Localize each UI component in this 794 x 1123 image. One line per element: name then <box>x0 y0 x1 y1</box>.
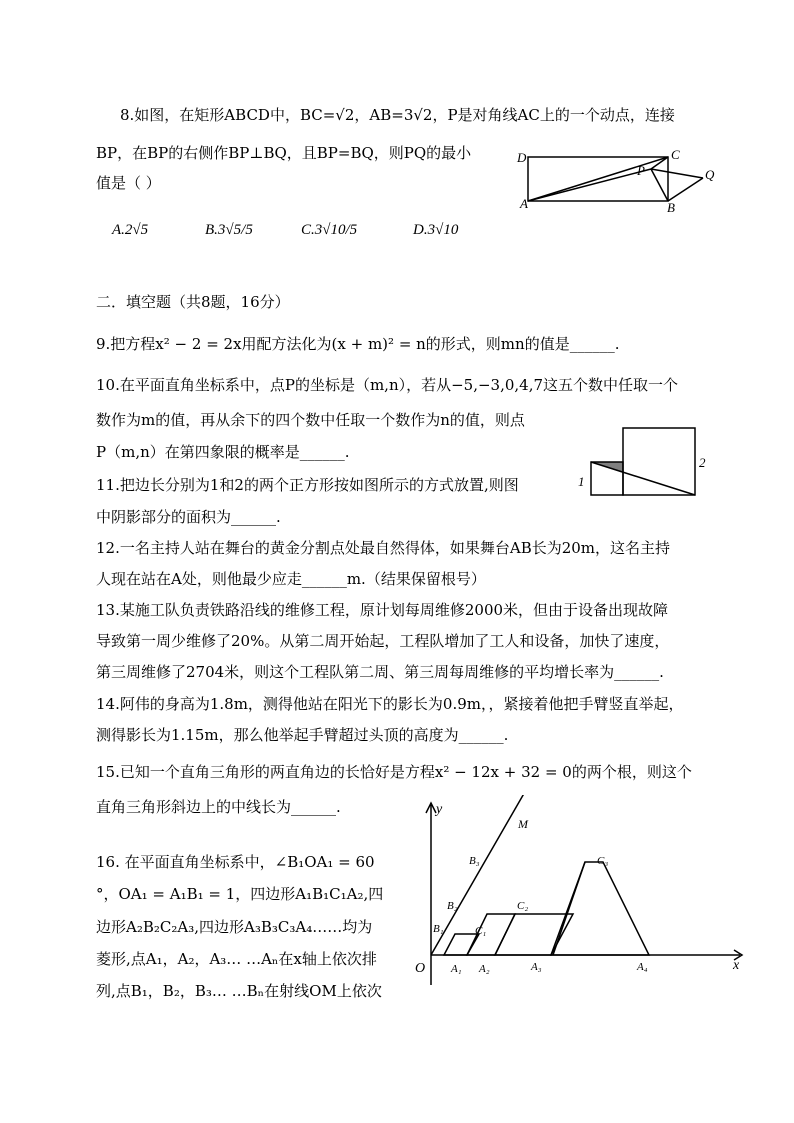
q8-option-b <box>205 222 253 239</box>
rhombus-1 <box>444 934 479 955</box>
q13-line1: 13.某施工队负责铁路沿线的维修工程，原计划每周维修2000米，但由于设备出现故障 <box>96 601 669 619</box>
q15-line2: 直角三角形斜边上的中线长为______. <box>96 798 341 816</box>
q11-squares-figure <box>575 420 715 500</box>
label-side-2: 2 <box>699 455 706 470</box>
segment-pc <box>651 157 668 169</box>
guide-b3-a3 <box>553 862 585 955</box>
segment-pb <box>651 169 668 201</box>
diagonal-line <box>591 462 695 495</box>
label-p: P <box>637 163 645 178</box>
segment-pq <box>651 169 703 178</box>
label-b1: B₁ <box>433 923 444 935</box>
segment-ap <box>528 169 651 201</box>
option-c-text: C.3√10/5 <box>301 222 358 238</box>
label-c: C <box>671 147 680 162</box>
q11-line1: 11.把边长分别为1和2的两个正方形按如图所示的方式放置,则图 <box>96 476 519 494</box>
q16-line5: 列,点B₁，B₂，B₃… …Bₙ在射线OM上依次 <box>96 982 382 1000</box>
label-m: M <box>518 817 528 831</box>
label-b: B <box>667 200 675 215</box>
segment-bq <box>668 178 703 201</box>
label-b2: B₂ <box>447 900 458 912</box>
option-a-text: A.2√5 <box>112 222 149 238</box>
label-a1: A₁ <box>451 963 462 975</box>
label-a3: A₃ <box>531 961 542 973</box>
q9-text: 9.把方程x² − 2 = 2x用配方法化为(x + m)² = n的形式，则mn的值是______. <box>96 335 620 353</box>
label-c3: C₃ <box>597 855 609 867</box>
q10-line2: 数作为m的值，再从余下的四个数中任取一个数作为n的值，则点 <box>96 411 525 429</box>
q16-line4: 菱形,点A₁，A₂，A₃… …Aₙ在x轴上依次排 <box>96 950 377 968</box>
q13-line2: 导致第一周少维修了20%。从第二周开始起，工程队增加了工人和设备，加快了速度， <box>96 632 670 650</box>
q8-rectangle-figure <box>515 145 720 215</box>
q8-line2: BP，在BP的右侧作BP⊥BQ，且BP=BQ，则PQ的最小 <box>96 144 472 162</box>
q16-line1: 16. 在平面直角坐标系中，∠B₁OA₁ = 60 <box>96 853 375 871</box>
q11-line2: 中阴影部分的面积为______. <box>96 508 281 526</box>
q13-line3: 第三周维修了2704米，则这个工程队第二周、第三周每周维修的平均增长率为______. <box>96 663 664 681</box>
option-d-text: D.3√10 <box>413 222 459 238</box>
q14-line1: 14.阿伟的身高为1.8m，测得他站在阳光下的影长为0.9m，，紧接着他把手臂竖直举起， <box>96 695 684 713</box>
q12-line1: 12.一名主持人站在舞台的黄金分割点处最自然得体，如果舞台AB长为20m，这名主持 <box>96 539 671 557</box>
rhombus-3 <box>495 914 573 955</box>
q8-option-d <box>413 222 458 239</box>
label-x: x <box>733 958 740 973</box>
q10-line1: 10.在平面直角坐标系中，点P的坐标是（m,n），若从−5,−3,0,4,7这五个数中任取一个 <box>96 376 679 394</box>
q16-line3: 边形A₂B₂C₂A₃,四边形A₃B₃C₃A₄……均为 <box>96 918 373 936</box>
q8-line3: 值是（ ） <box>96 174 161 192</box>
rhombus-4 <box>551 862 649 955</box>
q8-option-c <box>301 222 357 239</box>
label-a4: A₄ <box>637 961 648 973</box>
q16-line2: °，OA₁ = A₁B₁ = 1，四边形A₁B₁C₁A₂,四 <box>96 885 384 903</box>
label-c2: C₂ <box>517 900 529 912</box>
q8-option-a <box>112 222 148 239</box>
q16-rhombus-figure <box>405 795 750 990</box>
label-a: A <box>520 196 528 211</box>
diagonal-ac <box>528 157 668 201</box>
large-square <box>623 428 695 495</box>
q12-line2: 人现在站在A处，则他最少应走______m.（结果保留根号） <box>96 570 486 588</box>
label-b3: B₃ <box>469 855 480 867</box>
label-side-1: 1 <box>578 474 585 489</box>
q10-line3: P（m,n）在第四象限的概率是______. <box>96 443 350 461</box>
section-title: 二．填空题（共8题，16分） <box>96 293 290 311</box>
label-c1: C₁ <box>475 925 487 937</box>
option-b-text: B.3√5/5 <box>205 222 253 238</box>
label-o: O <box>415 961 426 976</box>
label-d: D <box>517 150 527 165</box>
q15-line1: 15.已知一个直角三角形的两直角边的长恰好是方程x² − 12x + 32 = 0的两个根，则这个 <box>96 763 692 781</box>
q14-line2: 测得影长为1.15m，那么他举起手臂超过头顶的高度为______. <box>96 726 509 744</box>
label-a2: A₂ <box>479 963 490 975</box>
q8-line1: 8.如图，在矩形ABCD中，BC=√2，AB=3√2，P是对角线AC上的一个动点，连接 <box>120 106 675 124</box>
label-y: y <box>436 802 443 817</box>
label-q: Q <box>705 167 715 182</box>
